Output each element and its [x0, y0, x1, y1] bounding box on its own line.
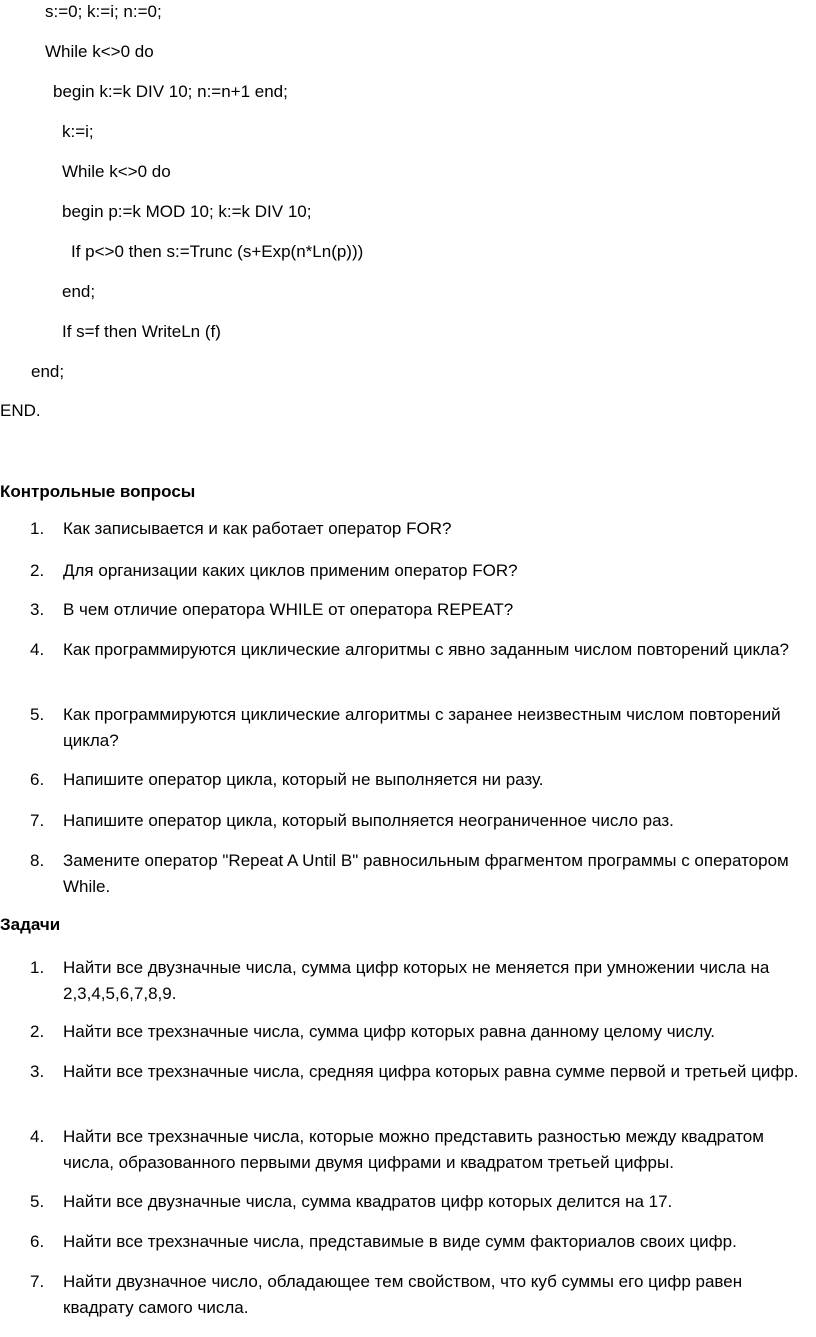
code-line: s:=0; k:=i; n:=0; — [45, 2, 162, 21]
item-text: Найти двузначное число, обладающее тем свойством, что куб суммы его цифр равен квадрату самого числа. — [63, 1272, 743, 1317]
item-number: 4. — [30, 1127, 45, 1146]
tasks-heading: Задачи — [0, 915, 61, 934]
item-number: 4. — [30, 640, 45, 659]
item-number: 5. — [30, 1192, 45, 1211]
code-line: If s=f then WriteLn (f) — [62, 322, 221, 341]
code-line: While k<>0 do — [62, 162, 171, 181]
questions-heading: Контрольные вопросы — [0, 482, 196, 501]
item-text: В чем отличие оператора WHILE от оператора REPEAT? — [63, 600, 514, 619]
code-line: end; — [31, 362, 65, 381]
item-number: 1. — [30, 519, 45, 538]
item-text: Найти все двузначные числа, сумма квадратов цифр которых делится на 17. — [63, 1192, 673, 1211]
item-text: Напишите оператор цикла, который выполняется неограниченное число раз. — [63, 811, 674, 830]
code-line: begin k:=k DIV 10; n:=n+1 end; — [53, 82, 288, 101]
code-line: end; — [62, 282, 96, 301]
item-text: Найти все трехзначные числа, средняя цифра которых равна сумме первой и третьей цифр. — [63, 1062, 799, 1081]
item-text: Напишите оператор цикла, который не выполняется ни разу. — [63, 770, 544, 789]
code-line: k:=i; — [62, 122, 94, 141]
item-text: Для организации каких циклов применим оператор FOR? — [63, 561, 518, 580]
item-text: Найти все трехзначные числа, представимые в виде сумм факториалов своих цифр. — [63, 1232, 737, 1251]
item-text: Найти все двузначные числа, сумма цифр которых не меняется при умножении числа на 2,3,4,5,6,7,8,9. — [63, 958, 770, 1003]
item-text: Замените оператор "Repeat A Until B" равносильным фрагментом программы с оператором While. — [63, 851, 789, 896]
item-number: 3. — [30, 600, 45, 619]
item-text: Как программируются циклические алгоритмы с заранее неизвестным числом повторений цикла? — [63, 705, 781, 750]
item-number: 1. — [30, 958, 45, 977]
item-number: 2. — [30, 1022, 45, 1041]
item-text: Как программируются циклические алгоритмы с явно заданным числом повторений цикла? — [63, 640, 789, 659]
item-number: 8. — [30, 851, 45, 870]
item-number: 7. — [30, 811, 45, 830]
code-line: begin p:=k MOD 10; k:=k DIV 10; — [62, 202, 312, 221]
item-number: 6. — [30, 770, 45, 789]
item-text: Найти все трехзначные числа, сумма цифр которых равна данному целому числу. — [63, 1022, 715, 1041]
item-number: 5. — [30, 705, 45, 724]
code-line: END. — [0, 401, 41, 420]
item-number: 6. — [30, 1232, 45, 1251]
item-number: 7. — [30, 1272, 45, 1291]
item-number: 2. — [30, 561, 45, 580]
code-line: While k<>0 do — [45, 42, 154, 61]
item-text: Найти все трехзначные числа, которые можно представить разностью между квадратом числа, образованного первыми двумя цифрами и квадратом третьей цифры. — [63, 1127, 764, 1172]
item-number: 3. — [30, 1062, 45, 1081]
code-line: If p<>0 then s:=Trunc (s+Exp(n*Ln(p))) — [71, 242, 364, 261]
item-text: Как записывается и как работает оператор FOR? — [63, 519, 452, 538]
